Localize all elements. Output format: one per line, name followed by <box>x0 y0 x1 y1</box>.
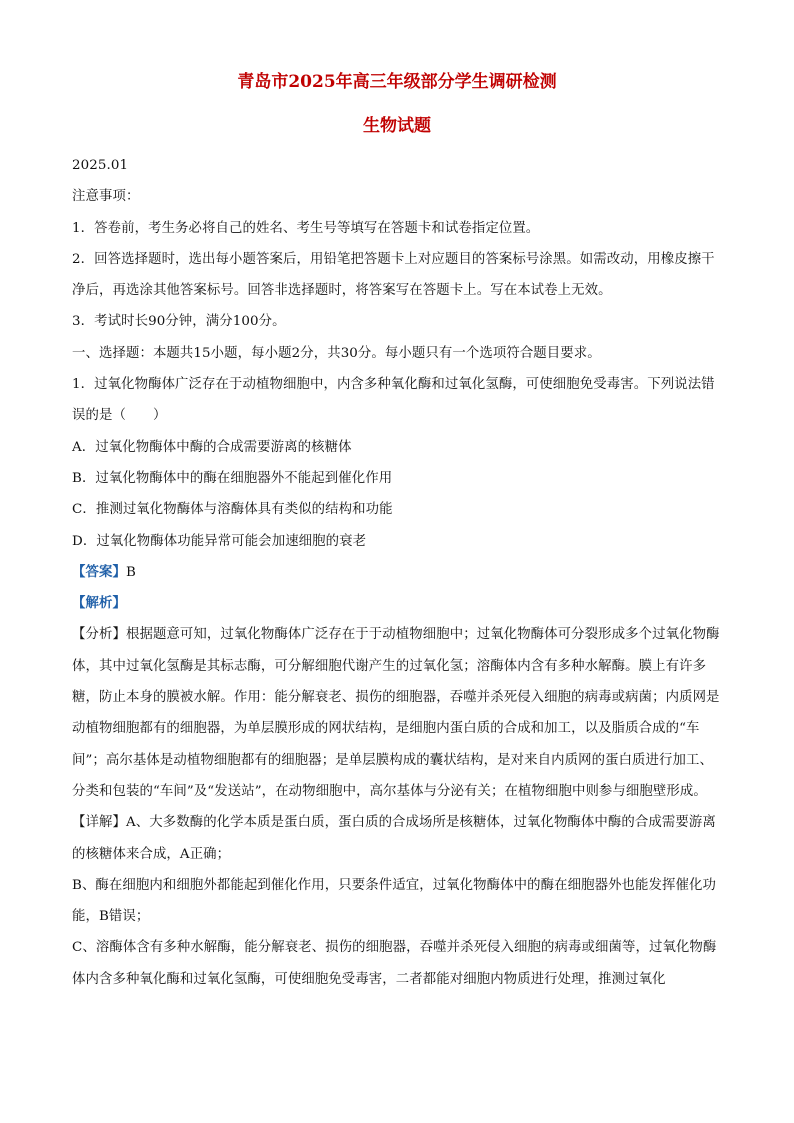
xiangjie-c-paragraph: C、溶酶体含有多种水解酶，能分解衰老、损伤的细胞器，吞噬并杀死侵入细胞的病毒或细菌等，过氧化物酶体内含多种氧化酶和过氧化氢酶，可使细胞免受毒害，二者都能对细胞内物质进行处理，推测过氧化 <box>72 940 717 987</box>
question-option: D．过氧化物酶体功能异常可能会加速细胞的衰老 <box>72 533 367 549</box>
xiangjie-tag: 【详解】 <box>72 815 126 831</box>
xiangjie-b-paragraph: B、酶在细胞内和细胞外都能起到催化作用，只要条件适宜，过氧化物酶体中的酶在细胞器外也能发挥催化功能，B错误； <box>72 877 716 925</box>
xiangjie-paragraph <box>72 807 722 870</box>
answer-line <box>72 557 722 588</box>
analysis-tag: 【解析】 <box>72 595 126 612</box>
notice-item: 1．答卷前，考生务必将自己的姓名、考生号等填写在答题卡和试卷指定位置。 <box>72 220 540 236</box>
question-option: B．过氧化物酶体中的酶在细胞器外不能起到催化作用 <box>72 470 393 486</box>
fenxi-paragraph <box>72 619 722 807</box>
notice-item: 2．回答选择题时，选出每小题答案后，用铅笔把答题卡上对应题目的答案标号涂黑。如需改动，用橡皮擦干净后，再选涂其他答案标号。回答非选择题时，将答案写在答题卡上。写在本试卷上无效。 <box>72 251 715 299</box>
fenxi-tag: 【分析】 <box>72 627 126 643</box>
question-option: A．过氧化物酶体中酶的合成需要游离的核糖体 <box>72 439 352 455</box>
exam-title: 青岛市2025年高三年级部分学生调研检测 <box>237 72 557 92</box>
question-option: C．推测过氧化物酶体与溶酶体具有类似的结构和功能 <box>72 502 393 518</box>
document-body <box>72 150 722 995</box>
xiangjie-a-text: A、大多数酶的化学本质是蛋白质，蛋白质的合成场所是核糖体，过氧化物酶体中酶的合成需要游离的核糖体来合成，A正确； <box>72 815 716 862</box>
analysis-line <box>72 588 722 619</box>
notice-heading: 注意事项： <box>72 189 140 205</box>
exam-date: 2025.01 <box>72 158 129 173</box>
exam-subject: 生物试题 <box>363 116 431 136</box>
section-heading: 一、选择题：本题共15小题，每小题2分，共30分。每小题只有一个选项符合题目要求。 <box>72 345 601 361</box>
question-stem: 1．过氧化物酶体广泛存在于动植物细胞中，内含多种氧化酶和过氧化氢酶，可使细胞免受毒害。下列说法错误的是（ ） <box>72 377 715 424</box>
answer-value: B <box>125 564 136 580</box>
notice-item: 3．考试时长90分钟，满分100分。 <box>72 314 286 330</box>
fenxi-text: 根据题意可知，过氧化物酶体广泛存在于于动植物细胞中；过氧化物酶体可分裂形成多个过氧化物酶体，其中过氧化氢酶是其标志酶，可分解细胞代谢产生的过氧化氢；溶酶体内含有多种水解酶。膜上有许多糖，防止本身的膜被水解。作用：能分解衰老、损伤的细胞器，吞噬并杀死侵入细胞的病毒或病菌；内质网是动植物细胞都有的细胞器，为单层膜形成的网状结构，是细胞内蛋白质的合成和加工，以及脂质合成的“车间”；高尔基体是动植物细胞都有的细胞器；是单层膜构成的囊状结构，是对来自内质网的蛋白质进行加工、分类和包装的“车间”及“发送站”，在动物细胞中，高尔基体与分泌有关；在植物细胞中则参与细胞壁形成。 <box>72 627 720 799</box>
answer-tag: 【答案】 <box>72 563 126 580</box>
